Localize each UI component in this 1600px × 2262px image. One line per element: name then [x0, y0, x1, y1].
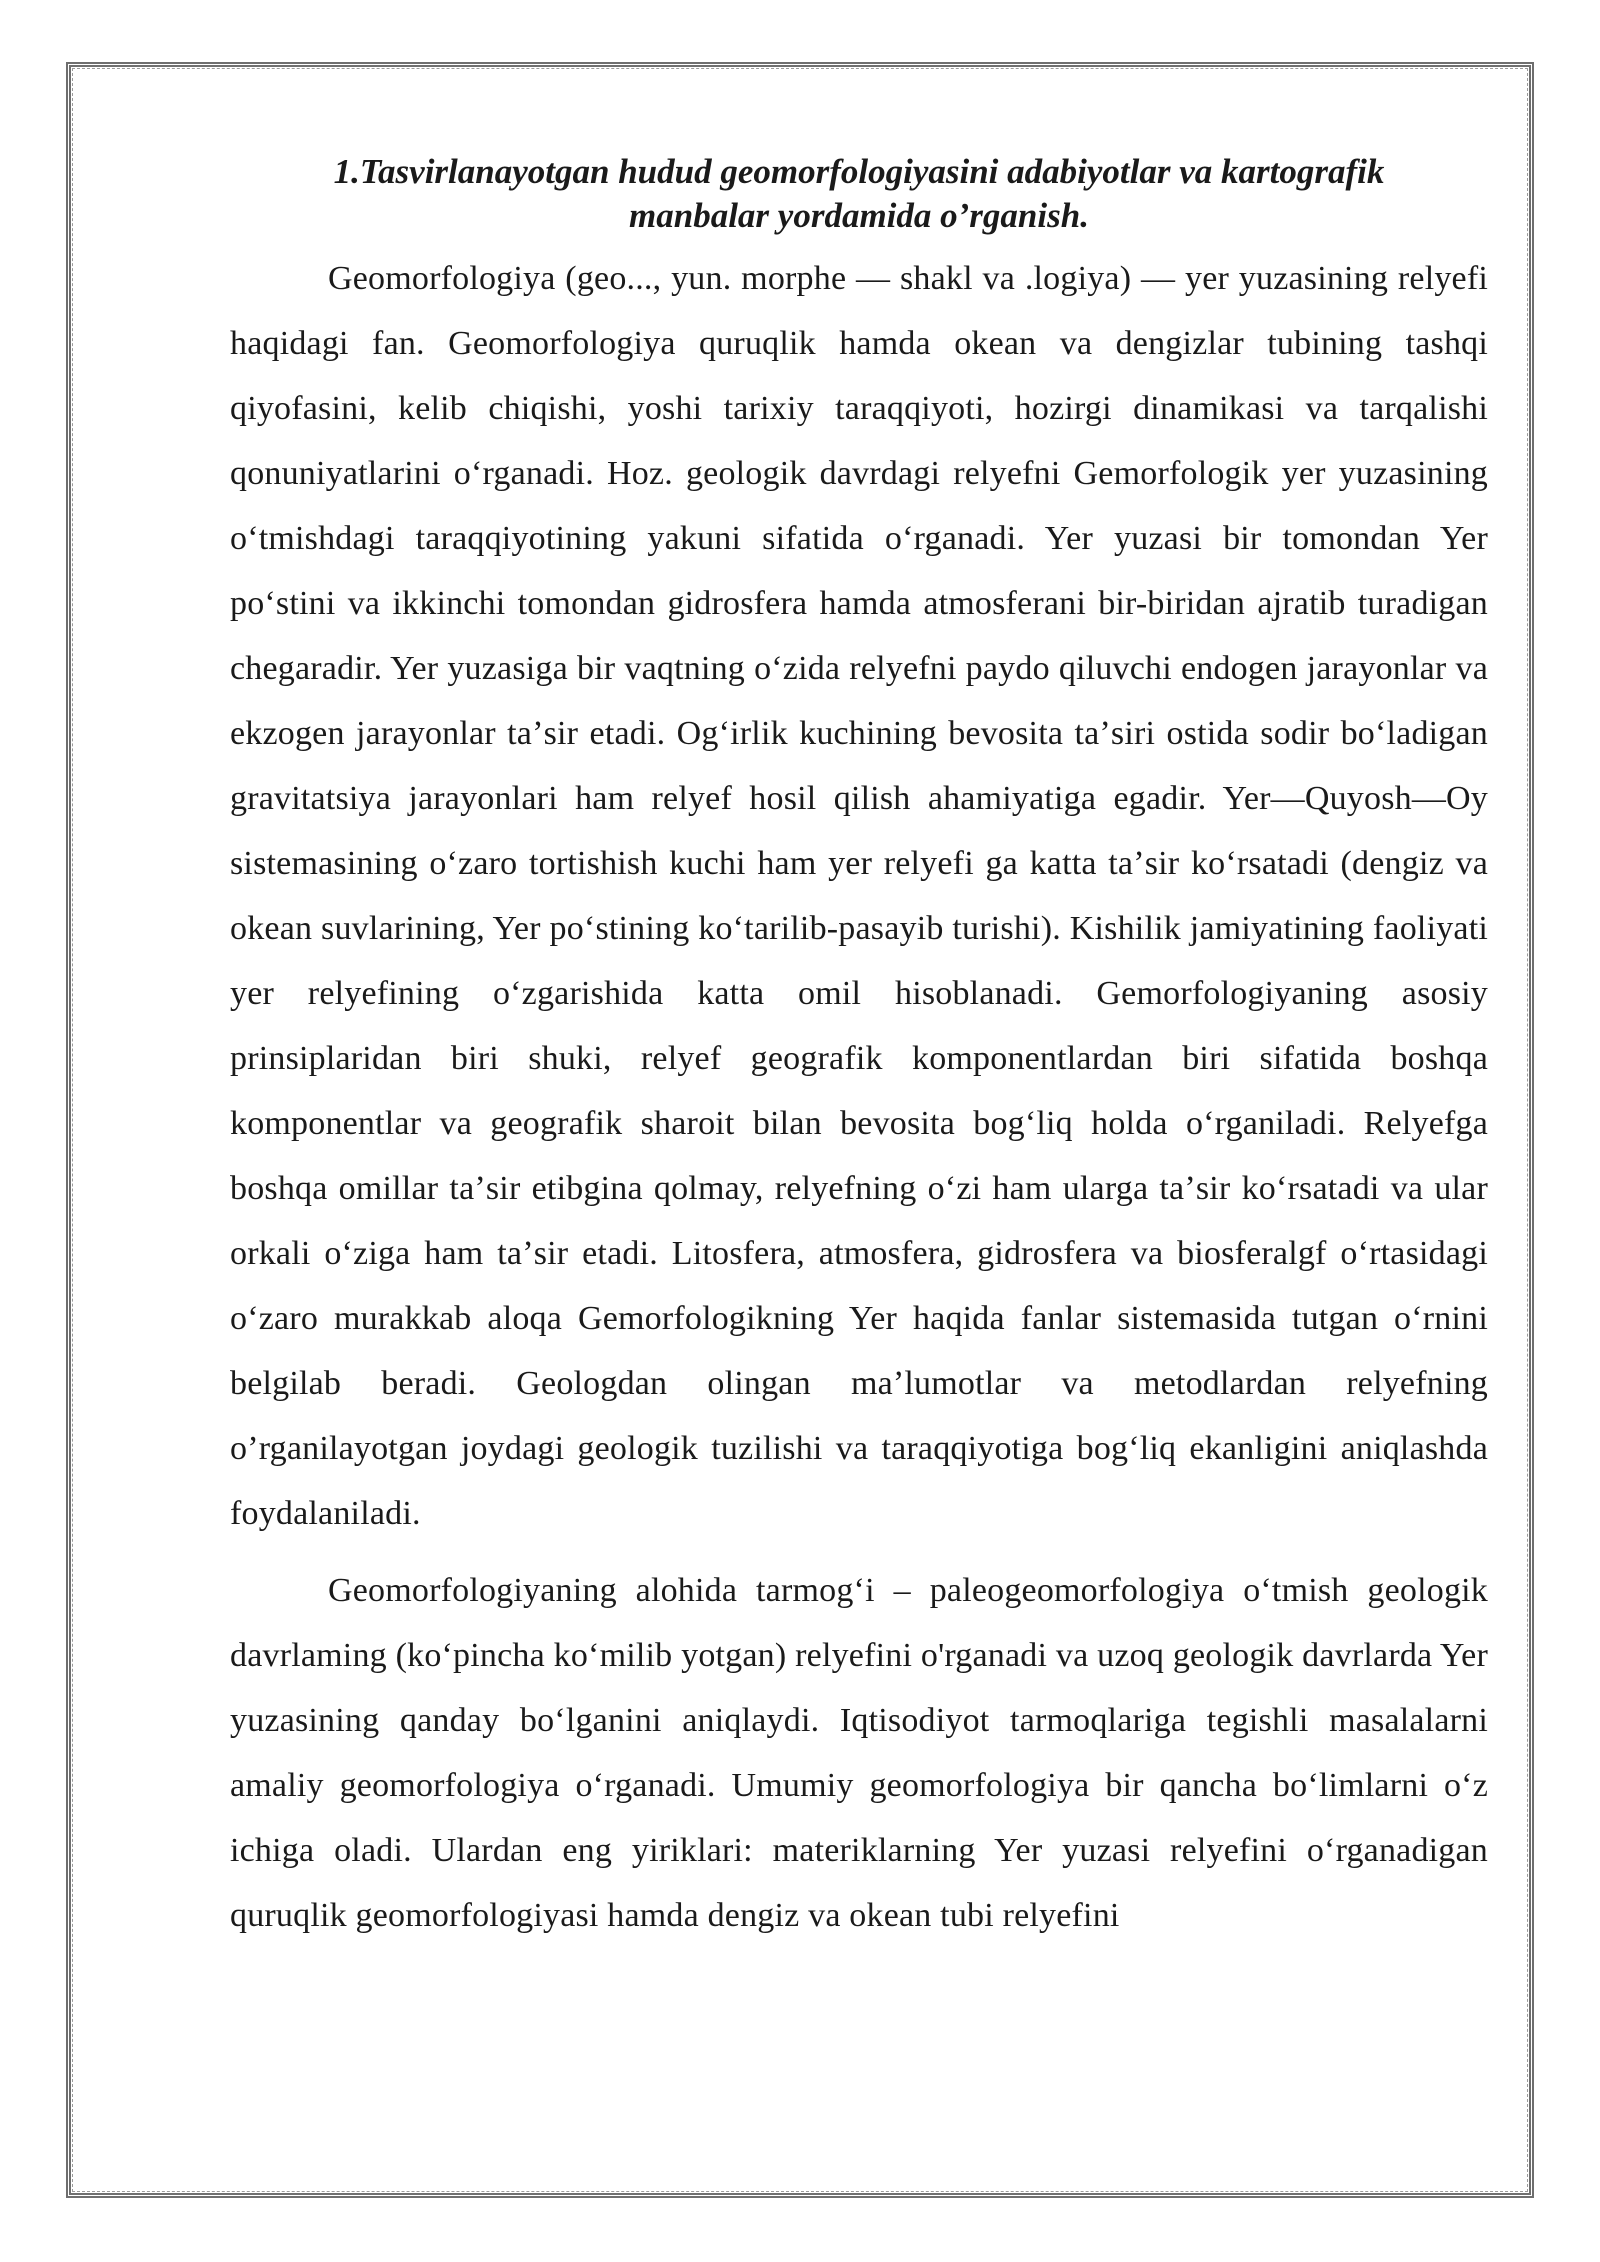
section-heading-line-2: manbalar yordamida o’rganish.: [629, 196, 1089, 235]
section-heading: [230, 150, 1488, 238]
paragraph-2: Geomorfologiyaning alohida tarmogʻi – paleogeomorfologiya oʻtmish geologik davrlaming (koʻpincha koʻmilib yotgan) relyefini o'rganadi va uzoq geologik davrlarda Yer yuzasining qanday boʻlganini aniqlaydi. Iqtisodiyot tarmoqlariga tegishli masalalarni amaliy geomorfologiya oʻrganadi. Umumiy geomorfologiya bir qancha boʻlimlarni oʻz ichiga oladi. Ulardan eng yiriklari: materiklarning Yer yuzasi relyefini oʻrganadigan quruqlik geomorfologiyasi hamda dengiz va okean tubi relyefini: [230, 1572, 1488, 1934]
paragraph-1: Geomorfologiya (geo..., yun. morphe — shakl va .logiya) — yer yuzasining relyefi haqidagi fan. Geomorfologiya quruqlik hamda okean va dengizlar tubining tashqi qiyofasini, kelib chiqishi, yoshi tarixiy taraqqiyoti, hozirgi dinamikasi va tarqalishi qonuniyatlarini oʻrganadi. Hoz. geologik davrdagi relyefni Gemorfologik yer yuzasining oʻtmishdagi taraqqiyotining yakuni sifatida oʻrganadi. Yer yuzasi bir tomondan Yer poʻstini va ikkinchi tomondan gidrosfera hamda atmosferani bir-biridan ajratib turadigan chegaradir. Yer yuzasiga bir vaqtning oʻzida relyefni paydo qiluvchi endogen jarayonlar va ekzogen jarayonlar taʼsir etadi. Ogʻirlik kuchining bevosita taʼsiri ostida sodir boʻladigan gravitatsiya jarayonlari ham relyef hosil qilish ahamiyatiga egadir. Yer—Quyosh—Oy sistemasining oʻzaro tortishish kuchi ham yer relyefi ga katta taʼsir koʻrsatadi (dengiz va okean suvlarining, Yer poʻstining koʻtarilib-pasayib turishi). Kishilik jamiyatining faoliyati yer relyefining oʻzgarishida katta omil hisoblanadi. Gemorfologiyaning asosiy prinsiplaridan biri shuki, relyef geografik komponentlardan biri sifatida boshqa komponentlar va geografik sharoit bilan bevosita bogʻliq holda oʻrganiladi. Relyefga boshqa omillar taʼsir etibgina qolmay, relyefning oʻzi ham ularga taʼsir koʻrsatadi va ular orkali oʻziga ham taʼsir etadi. Litosfera, atmosfera, gidrosfera va biosferalgf oʻrtasidagi oʻzaro murakkab aloqa Gemorfologikning Yer haqida fanlar sistemasida tutgan oʻrnini belgilab beradi. Geologdan olingan maʼlumotlar va metodlardan relyefning o’rganilayotgan joydagi geologik tuzilishi va taraqqiyotiga bogʻliq ekanligini aniqlashda foydalaniladi.: [230, 260, 1488, 1532]
document-body: [230, 150, 1488, 1948]
section-heading-line-1: 1.Tasvirlanayotgan hudud geomorfologiyasini adabiyotlar va kartografik: [333, 152, 1385, 191]
